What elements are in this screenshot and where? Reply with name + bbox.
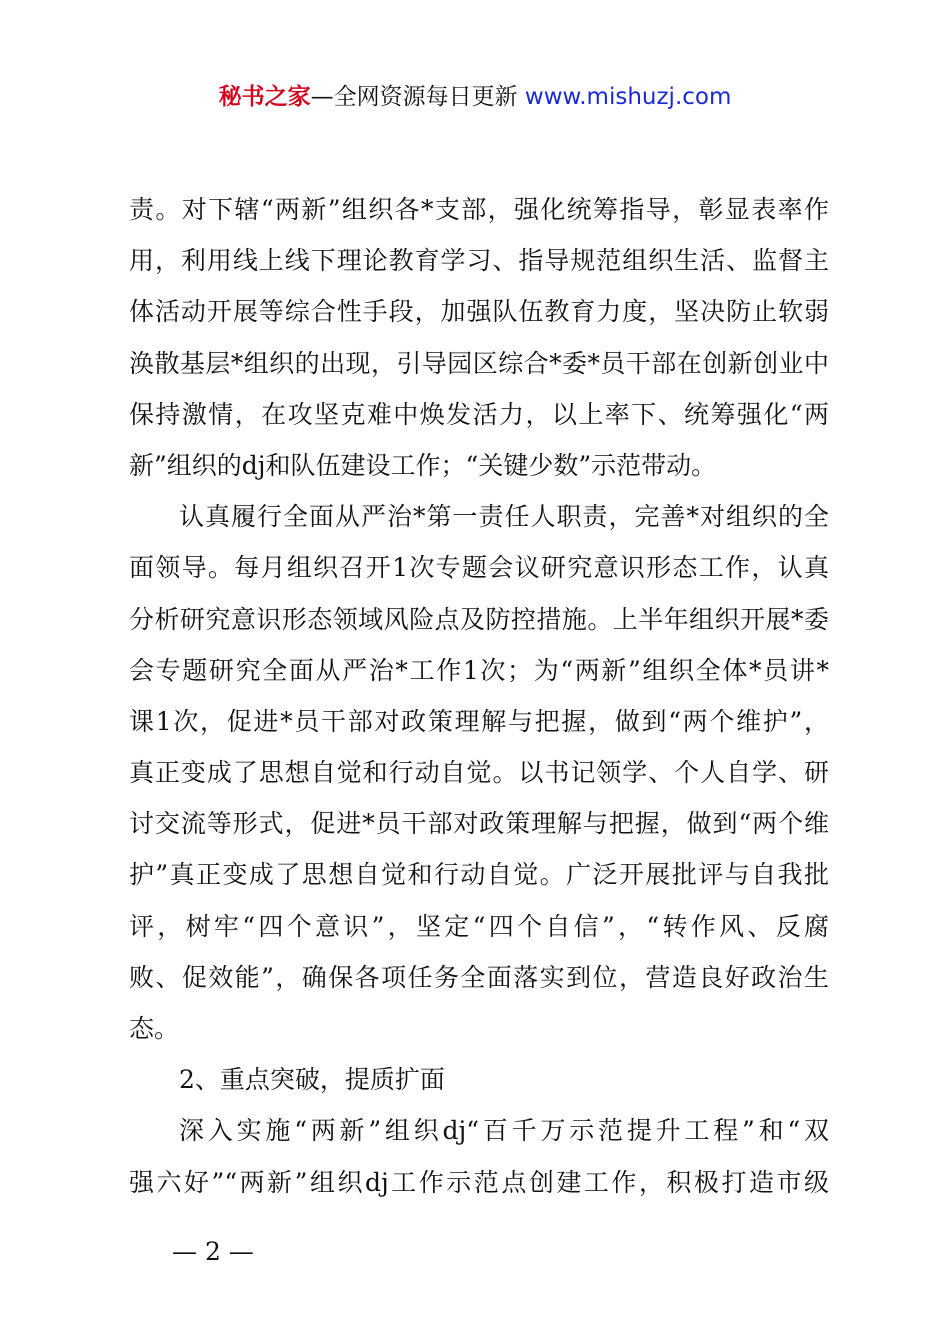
site-url: www.mishuzj.com xyxy=(524,84,732,110)
site-brand: 秘书之家 xyxy=(218,84,311,110)
text-line: 用，利用线上线下理论教育学习、指导规范组织生活、监督主 xyxy=(129,246,829,276)
text-line: 新”组织的dj和队伍建设工作；“关键少数”示范带动。 xyxy=(129,450,717,480)
text-line: 会专题研究全面从严治*工作1次；为“两新”组织全体*员讲* xyxy=(129,655,829,685)
text-line: 强六好”“两新”组织dj工作示范点创建工作，积极打造市级 xyxy=(129,1167,829,1197)
text-line: 责。对下辖“两新”组织各*支部，强化统筹指导，彰显表率作 xyxy=(129,195,829,224)
document-body xyxy=(129,184,829,1208)
text-line: 体活动开展等综合性手段，加强队伍教育力度，坚决防止软弱 xyxy=(129,297,829,327)
site-watermark-header xyxy=(0,80,950,114)
text-line: 分析研究意识形态领域风险点及防控措施。上半年组织开展*委 xyxy=(129,604,829,634)
text-line: 深入实施“两新”组织dj“百千万示范提升工程”和“双 xyxy=(179,1116,829,1146)
text-line: 评，树牢“四个意识”，坚定“四个自信”，“转作风、反腐 xyxy=(129,911,829,941)
text-line: 败、促效能”，确保各项任务全面落实到位，营造良好政治生 xyxy=(129,962,829,992)
text-line: 护”真正变成了思想自觉和行动自觉。广泛开展批评与自我批 xyxy=(129,860,829,890)
text-line: 态。 xyxy=(129,1014,180,1043)
text-line: 真正变成了思想自觉和行动自觉。以书记领学、个人自学、研 xyxy=(129,758,829,788)
text-line: 涣散基层*组织的出现，引导园区综合*委*员干部在创新创业中 xyxy=(129,348,829,378)
text-line: 课1次，促进*员干部对政策理解与把握，做到“两个维护”， xyxy=(129,706,829,736)
text-line: 认真履行全面从严治*第一责任人职责，完善*对组织的全 xyxy=(179,502,829,532)
text-line: 面领导。每月组织召开1次专题会议研究意识形态工作，认真 xyxy=(129,553,829,583)
text-line: 讨交流等形式，促进*员干部对政策理解与把握，做到“两个维 xyxy=(129,809,829,839)
text-line: 保持激情，在攻坚克难中焕发活力，以上率下、统筹强化“两 xyxy=(129,399,829,429)
site-tagline: —全网资源每日更新 xyxy=(310,84,518,110)
text-line: 2、重点突破，提质扩面 xyxy=(179,1065,445,1095)
page-number: — 2 — xyxy=(172,1237,254,1266)
